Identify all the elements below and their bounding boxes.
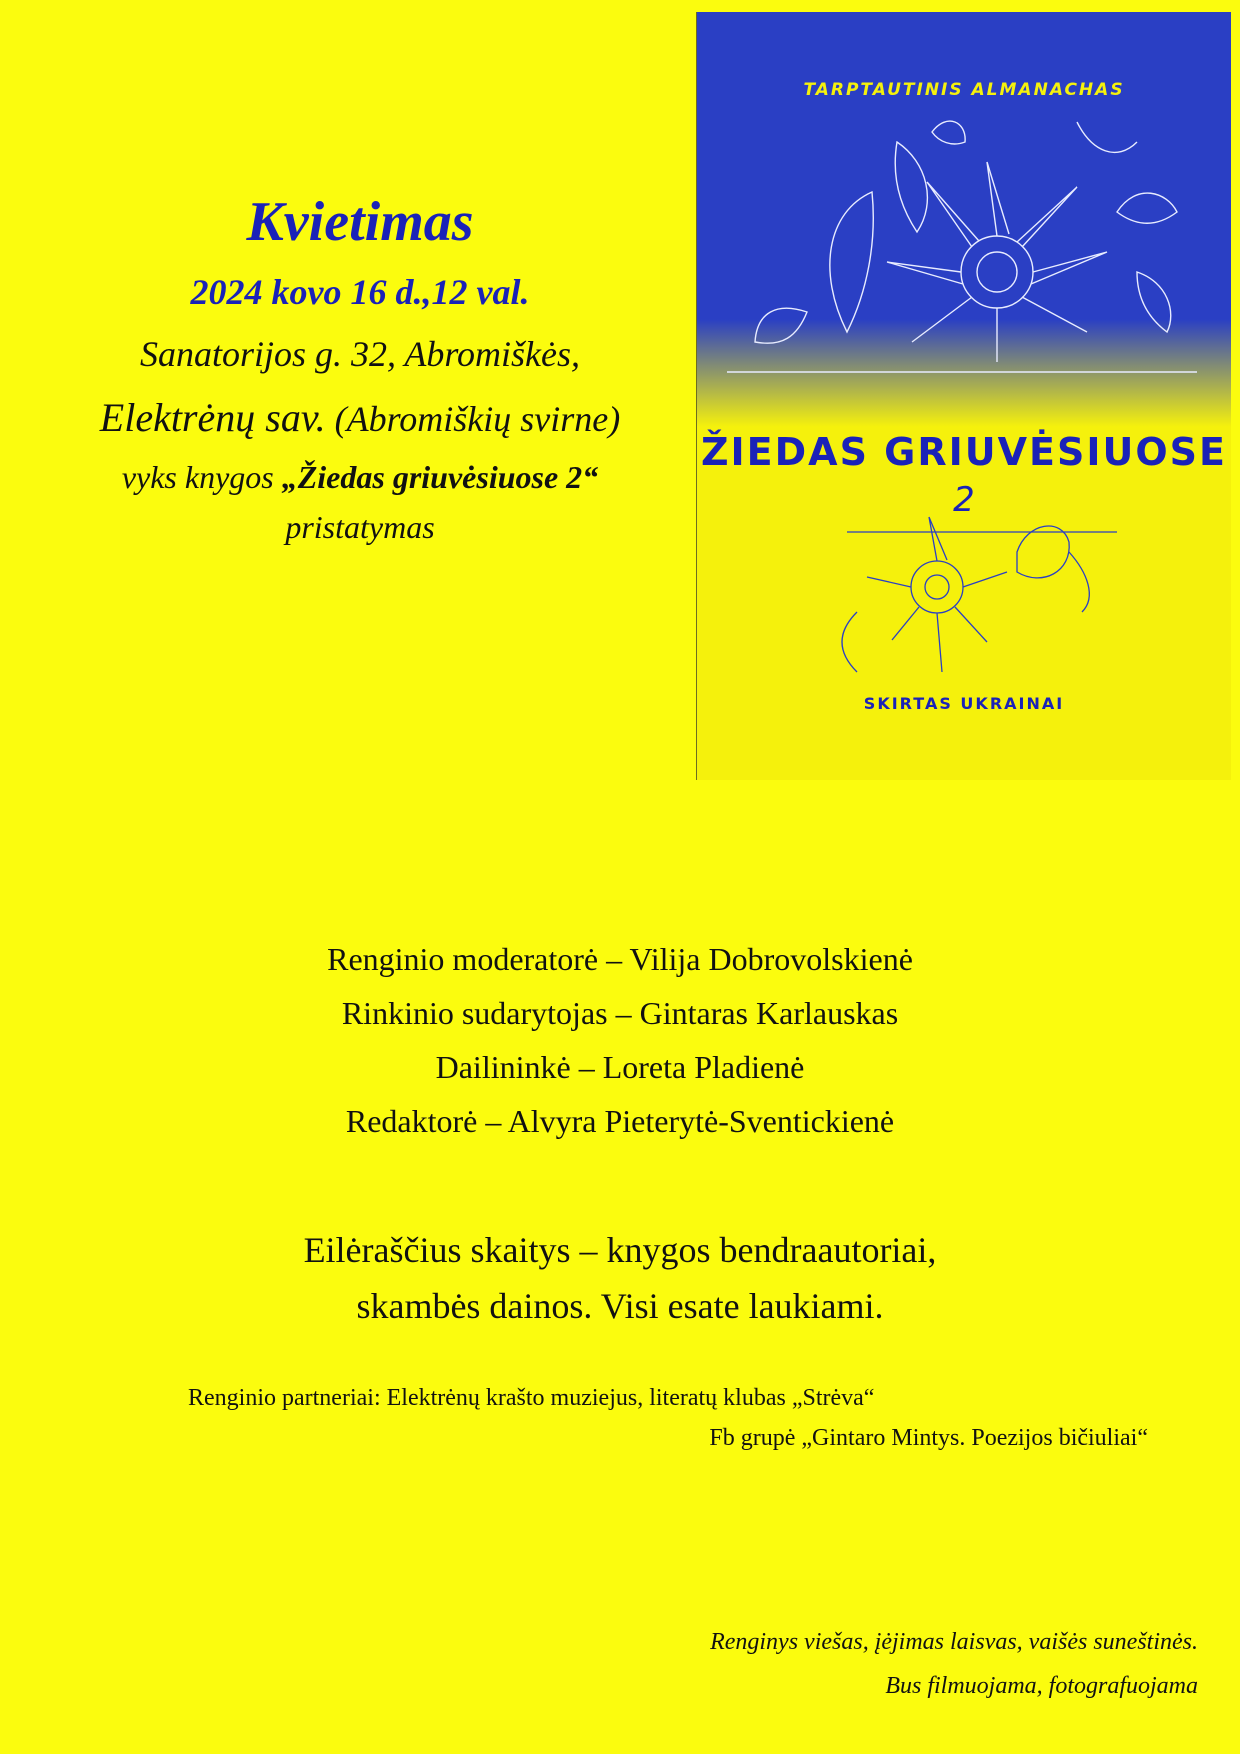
partners-line-1: Renginio partneriai: Elektrėnų krašto muziejus, literatų klubas „Strėva“ — [188, 1385, 875, 1411]
presentation-word: pristatymas — [285, 509, 435, 545]
book-line — [40, 457, 680, 497]
credits-list — [0, 932, 1240, 1148]
book-cover-image — [696, 12, 1231, 780]
cover-artwork — [697, 12, 1231, 780]
book-prefix: vyks knygos — [121, 459, 274, 495]
footer-line-1: Renginys viešas, įėjimas laisvas, vaišės suneštinės. — [710, 1629, 1198, 1655]
invitation-title: Kvietimas — [246, 191, 474, 253]
invitation-block — [40, 190, 680, 547]
partners-line-2: Fb grupė „Gintaro Mintys. Poezijos bičiuliai“ — [709, 1425, 1148, 1451]
cover-volume-number: 2 — [953, 480, 975, 520]
credit-artist: Dailininkė – Loreta Pladienė — [435, 1049, 805, 1085]
cover-series-label: TARPTAUTINIS ALMANACHAS — [803, 80, 1125, 100]
municipality: Elektrėnų sav. — [99, 395, 326, 440]
cover-title: ŽIEDAS GRIUVĖSIUOSE — [700, 430, 1227, 474]
credit-compiler: Rinkinio sudarytojas – Gintaras Karlauskas — [341, 995, 899, 1031]
footer-line-2: Bus filmuojama, fotografuojama — [885, 1673, 1198, 1699]
credit-moderator: Renginio moderatorė – Vilija Dobrovolskienė — [327, 941, 913, 977]
credit-editor: Redaktorė – Alvyra Pieterytė-Sventickienė — [345, 1103, 895, 1139]
readers-line-2: skambės dainos. Visi esate laukiami. — [356, 1286, 884, 1326]
event-date: 2024 kovo 16 d.,12 val. — [190, 272, 530, 312]
address-line-1: Sanatorijos g. 32, Abromiškės, — [139, 334, 580, 374]
address-line-2 — [40, 394, 680, 443]
readers-line-1: Eilėraščius skaitys – knygos bendraautoriai, — [303, 1230, 937, 1270]
cover-dedication: SKIRTAS UKRAINAI — [863, 694, 1065, 713]
readers-block — [0, 1222, 1240, 1334]
partners-block — [188, 1378, 1164, 1458]
book-title: „Žiedas griuvėsiuose 2“ — [281, 459, 599, 495]
venue-note: (Abromiškių svirne) — [334, 399, 621, 439]
footer-note — [438, 1620, 1198, 1708]
